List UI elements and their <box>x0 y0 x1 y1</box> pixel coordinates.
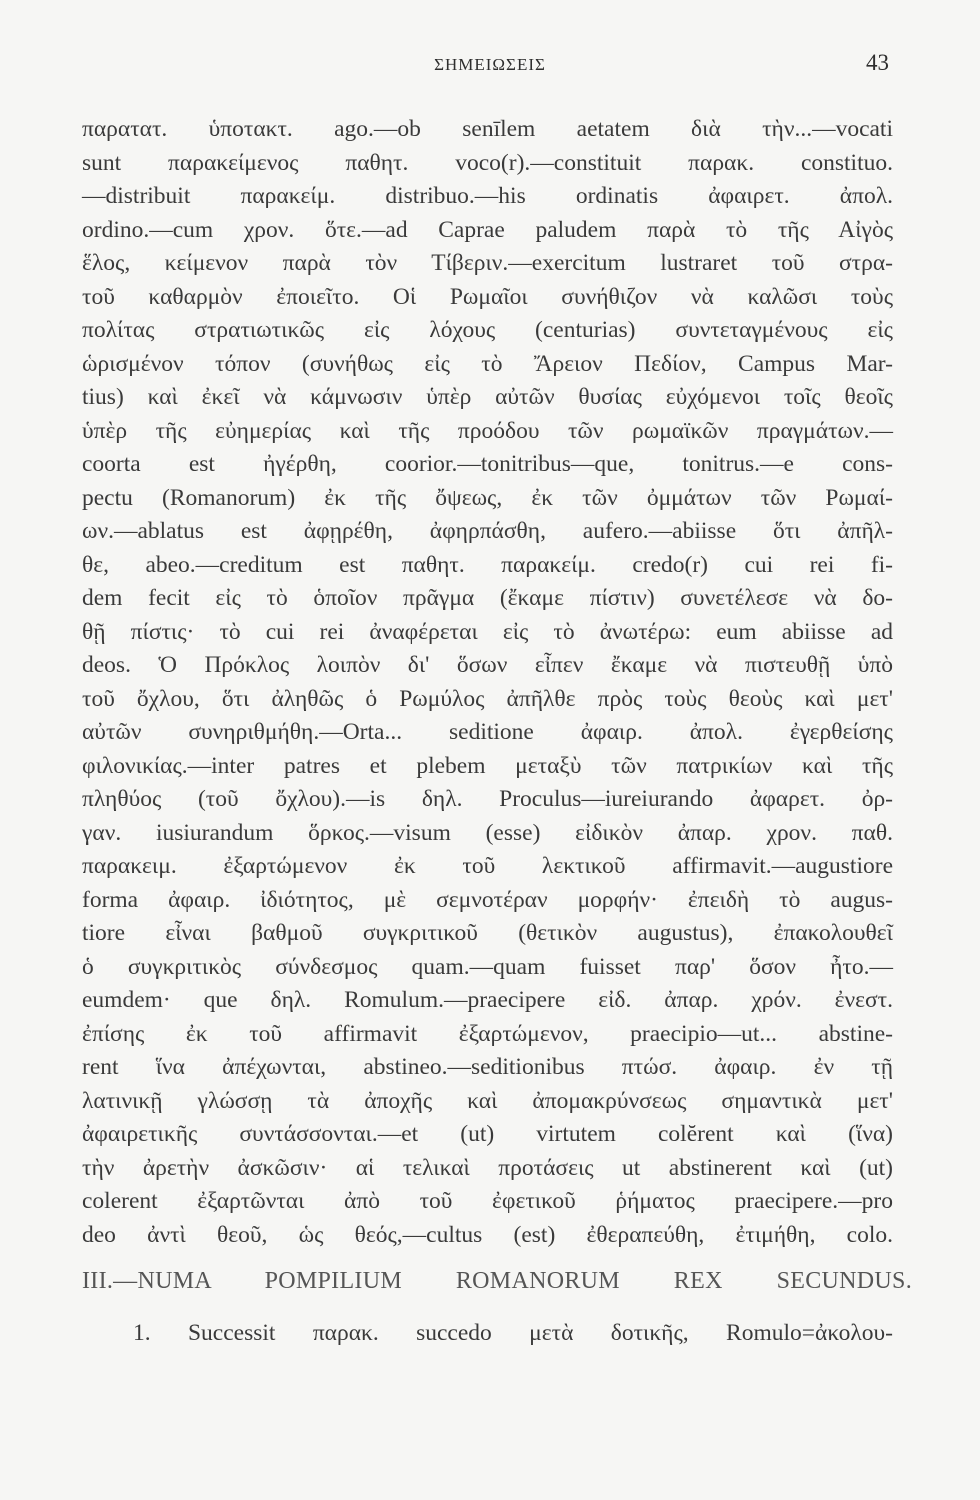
text-line: pectu (Romanorum) ἐκ τῆς ὄψεως, ἐκ τῶν ὀμμάτων τῶν Ρωμαί- <box>82 484 893 511</box>
text-line: γαν. iusiurandum ὅρκος.—visum (esse) εἰδικὸν ἀπαρ. χρον. παθ. <box>82 819 893 846</box>
text-line: deos. Ὁ Πρόκλος λοιπὸν δι' ὅσων εἶπεν ἔκαμε νὰ πιστευθῇ ὑπὸ <box>82 652 893 678</box>
text-line: ἐπίσης ἐκ τοῦ affirmavit ἐξαρτώμενον, praecipio—ut... abstine- <box>82 1020 893 1047</box>
text-line: coorta est ἠγέρθη, coorior.—tonitribus—que, tonitrus.—e cons- <box>82 451 893 477</box>
text-line: θε, abeo.—creditum est παθητ. παρακείμ. credo(r) cui rei fi- <box>82 551 893 578</box>
text-line: τὴν ἀρετὴν ἀσκῶσιν· αἱ τελικαὶ προτάσεις ut abstinerent καὶ (ut) <box>82 1154 893 1181</box>
text-line: ὁ συγκριτικὸς σύνδεσμος quam.—quam fuisset παρ' ὅσον ἦτο.— <box>82 953 893 980</box>
text-line: forma ἀφαιρ. ἰδιότητος, μὲ σεμνοτέραν μορφήν· ἐπειδὴ τὸ augus- <box>82 886 893 913</box>
text-line: ἕλος, κείμενον παρὰ τὸν Τίβεριν.—exercitum lustraret τοῦ στρα- <box>82 250 893 276</box>
text-line: ὡρισμένον τόπον (συνήθως εἰς τὸ Ἄρειον Πεδίον, Campus Mar- <box>82 350 893 377</box>
text-line: ἀφαιρετικῆς συντάσσονται.—et (ut) virtutem colĕrent καὶ (ἵνα) <box>82 1121 893 1147</box>
section-first-line: 1. Successit παρακ. succedo μετὰ δοτικῆς, Romulo=ἀκολου- <box>133 1320 893 1346</box>
text-line: τοῦ καθαρμὸν ἐποιεῖτο. Οἱ Ρωμαῖοι συνήθιζον νὰ καλῶσι τοὺς <box>82 283 893 310</box>
notes-body <box>82 113 893 1252</box>
text-line: φιλονικίας.—inter patres et plebem μεταξὺ τῶν πατρικίων καὶ τῆς <box>82 752 893 779</box>
text-line: ordino.—cum χρον. ὅτε.—ad Caprae paludem παρὰ τὸ τῆς Αἰγὸς <box>82 216 893 243</box>
text-line: tiore εἶναι βαθμοῦ συγκριτικοῦ (θετικὸν augustus), ἐπακολουθεῖ <box>82 920 893 946</box>
text-line: eumdem· que δηλ. Romulum.—praecipere εἰδ. ἀπαρ. χρόν. ἐνεστ. <box>82 987 893 1013</box>
text-line: tius) καὶ ἐκεῖ νὰ κάμνωσιν ὑπὲρ αὐτῶν θυσίας εὐχόμενοι τοῖς θεοῖς <box>82 384 893 410</box>
text-line: ὑπὲρ τῆς εὐημερίας καὶ τῆς προόδου τῶν ρωμαϊκῶν πραγμάτων.— <box>82 417 893 444</box>
text-line: ων.—ablatus est ἀφῃρέθη, ἀφηρπάσθη, aufero.—abiisse ὅτι ἀπῆλ- <box>82 518 893 544</box>
text-line: αὐτῶν συνηριθμήθη.—Orta... seditione ἀφαιρ. ἀπολ. ἐγερθείσης <box>82 719 893 745</box>
text-line: παρακειμ. ἐξαρτώμενον ἐκ τοῦ λεκτικοῦ affirmavit.—augustiore <box>82 853 893 879</box>
text-line: πληθύος (τοῦ ὄχλου).—is δηλ. Proculus—iureiurando ἀφαρετ. ὀρ- <box>82 786 893 812</box>
text-line: colerent ἐξαρτῶνται ἀπὸ τοῦ ἐφετικοῦ ῥήματος praecipere.—pro <box>82 1188 893 1214</box>
text-line: πολίτας στρατιωτικῶς εἰς λόχους (centurias) συντεταγμένους εἰς <box>82 317 893 343</box>
text-line: dem fecit εἰς τὸ ὁποῖον πρᾶγμα (ἔκαμε πίστιν) συνετέλεσε νὰ δο- <box>82 585 893 611</box>
text-line: παρατατ. ὑποτακτ. ago.—ob senīlem aetatem διὰ τὴν...—vocati <box>82 116 893 142</box>
text-line: θῇ πίστις· τὸ cui rei ἀναφέρεται εἰς τὸ ἀνωτέρω: eum abiisse ad <box>82 618 893 645</box>
running-head: ΣΗΜΕΙΩΣΕΙΣ <box>434 55 546 74</box>
page-number: 43 <box>866 50 889 75</box>
text-line: rent ἵνα ἀπέχωνται, abstineo.—seditionibus πτώσ. ἀφαιρ. ἐν τῇ <box>82 1054 893 1080</box>
text-line: λατινικῇ γλώσσῃ τὰ ἀποχῆς καὶ ἀπομακρύνσεως σημαντικὰ μετ' <box>82 1087 893 1114</box>
text-line: —distribuit παρακείμ. distribuo.—his ordinatis ἀφαιρετ. ἀπολ. <box>82 183 893 209</box>
text-line: deo ἀντὶ θεοῦ, ὡς θεός,—cultus (est) ἐθεραπεύθη, ἐτιμήθη, colo. <box>82 1221 893 1248</box>
text-line: sunt παρακείμενος παθητ. voco(r).—constituit παρακ. constituo. <box>82 149 893 176</box>
section-heading: III.—NUMA POMPILIUM ROMANORUM REX SECUNDUS. <box>82 1268 912 1294</box>
text-line: τοῦ ὄχλου, ὅτι ἀληθῶς ὁ Ρωμύλος ἀπῆλθε πρὸς τοὺς θεοὺς καὶ μετ' <box>82 685 893 712</box>
